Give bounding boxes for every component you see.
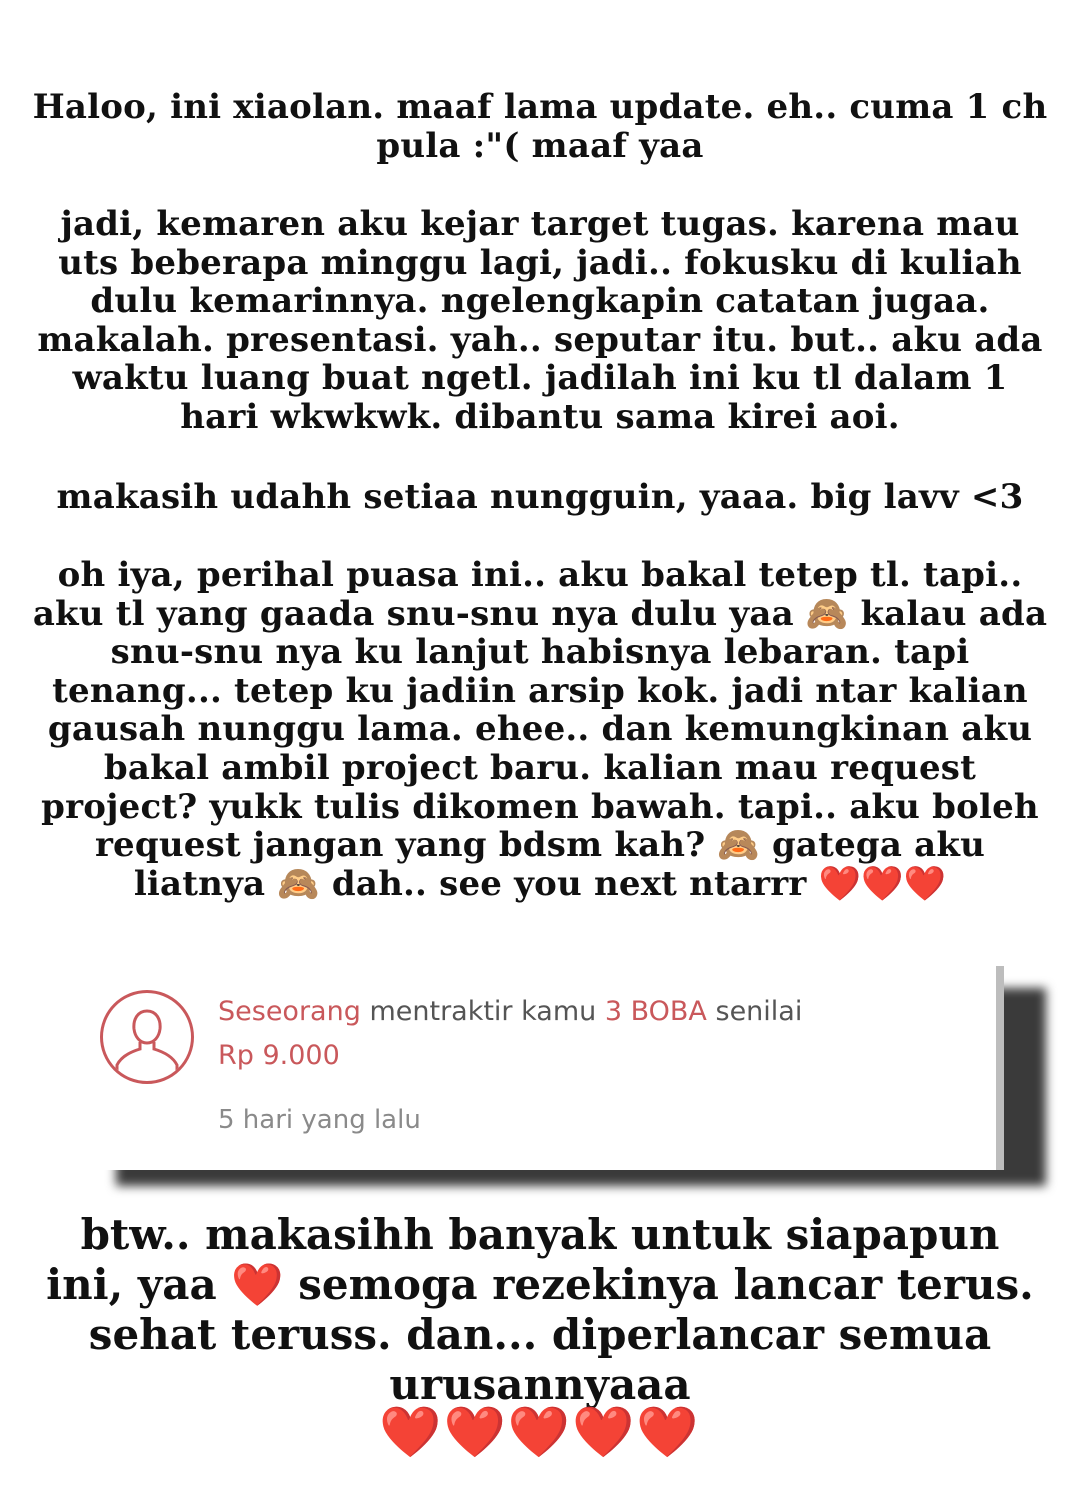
hearts-row: ❤️❤️❤️❤️❤️ [379, 1403, 701, 1461]
donation-item: 3 BOBA [604, 996, 707, 1027]
note-text: jadi, kemaren aku kejar target tugas. karena mau uts beberapa minggu lagi, jadi.. fokusku di kuliah dulu kemarinnya. ngelengkapin catatan jugaa. makalah. presentasi. yah.. seputar itu. but.. aku ada waktu luang buat ngetl. jadilah ini ku tl dalam 1 hari wkwkwk. dibantu sama kirei aoi. [37, 204, 1043, 437]
donation-message-mid: mentraktir kamu [369, 996, 597, 1027]
note-paragraph-thanks-readers [30, 478, 1050, 517]
donation-message [218, 992, 802, 1032]
donation-card [96, 966, 996, 1170]
donation-amount: Rp 9.000 [218, 1040, 340, 1071]
note-paragraph-update-reason [30, 205, 1050, 437]
thanks-note [40, 1210, 1040, 1410]
note-paragraph-greeting [30, 88, 1050, 165]
note-paragraph-announcement [30, 556, 1050, 903]
note-text: makasih udahh setiaa nungguin, yaaa. big lavv <3 [56, 477, 1024, 517]
donation-sender: Seseorang [218, 996, 361, 1027]
note-text: oh iya, perihal puasa ini.. aku bakal tetep tl. tapi.. aku tl yang gaada snu-snu nya dulu yaa 🙈 kalau ada snu-snu nya ku lanjut habisnya lebaran. tapi tenang... tetep ku jadiin arsip kok. jadi ntar kalian gausah nunggu lama. ehee.. dan kemungkinan aku bakal ambil project baru. kalian mau request project? yukk tulis dikomen bawah. tapi.. aku boleh request jangan yang bdsm kah? 🙈 gatega aku liatnya 🙈 dah.. see you next ntarrr ❤️❤️❤️ [32, 555, 1048, 904]
thanks-text: btw.. makasihh banyak untuk siapapun ini, yaa ❤️ semoga rezekinya lancar terus. sehat teruss. dan... diperlancar semua urusannyaaa [46, 1210, 1034, 1409]
donation-message-end: senilai [715, 996, 803, 1027]
user-silhouette-icon [100, 990, 194, 1084]
note-text: Haloo, ini xiaolan. maaf lama update. eh.. cuma 1 ch pula :"( maaf yaa [32, 87, 1048, 166]
donation-timestamp: 5 hari yang lalu [218, 1105, 421, 1135]
